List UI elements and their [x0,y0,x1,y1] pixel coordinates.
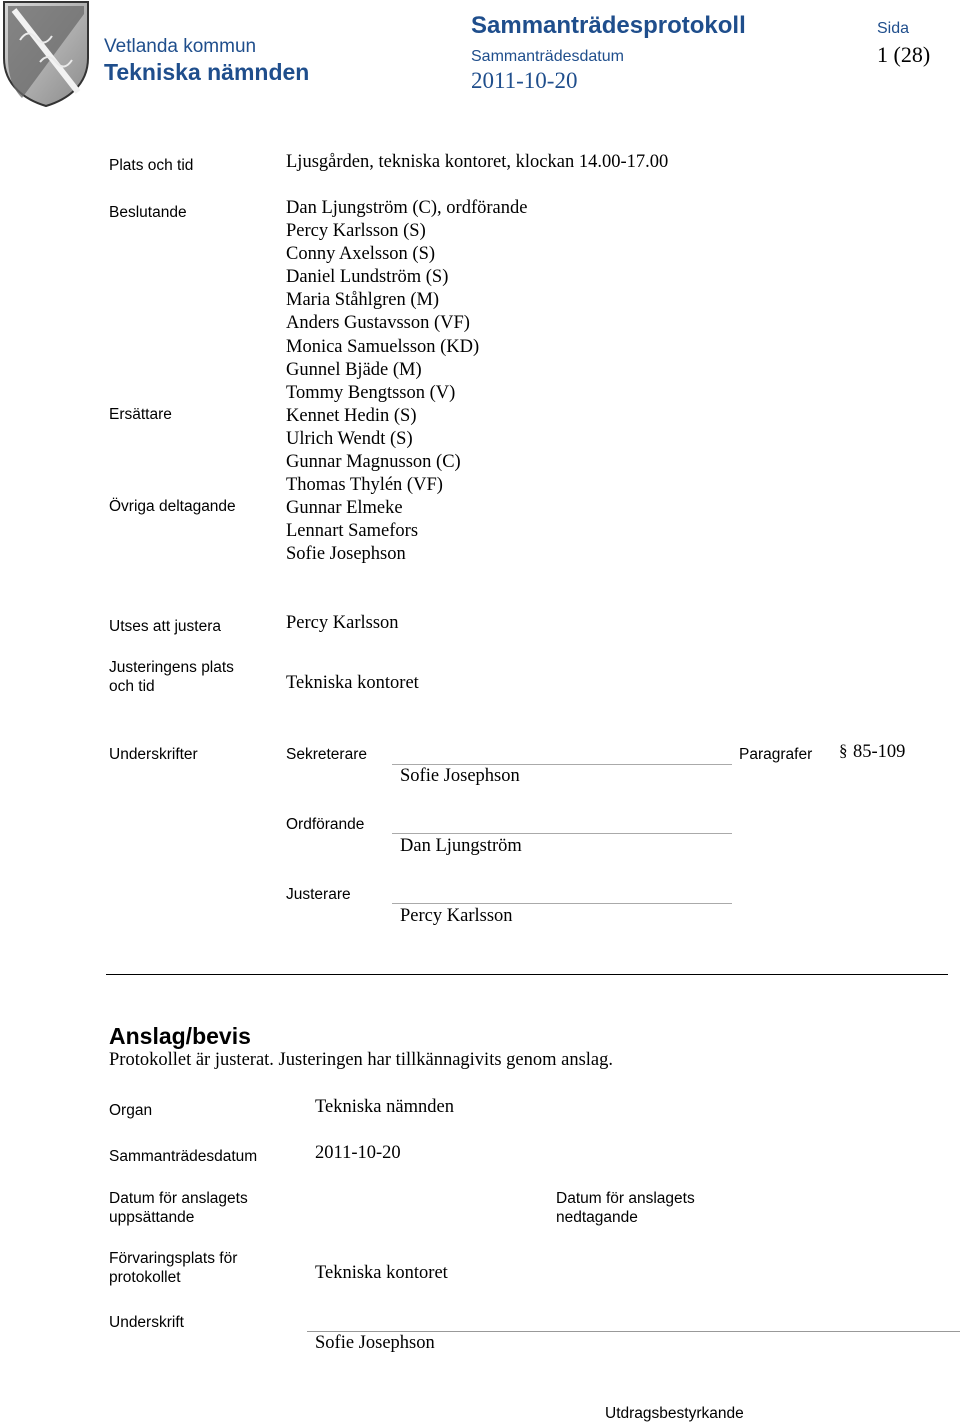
participant-name: Gunnar Elmeke [286,498,403,519]
page-number: 1 (28) [877,42,931,67]
participant-name: Ulrich Wendt (S) [286,428,413,449]
secretary-label: Sekreterare [286,746,367,763]
organization-name: Vetlanda kommun [104,36,257,57]
deciding-label: Beslutande [109,204,187,221]
substitutes-label: Ersättare [109,406,172,423]
participant-name: Maria Ståhlgren (M) [286,290,440,311]
participant-name: Sofie Josephson [286,544,406,565]
organ-label: Organ [109,1102,153,1119]
adjust-place-label-line2: och tid [109,678,155,695]
meeting-date: 2011-10-20 [471,68,578,93]
participant-name: Percy Karlsson (S) [286,221,426,242]
meeting-date-label: Sammanträdesdatum [471,48,624,65]
place-time-value: Ljusgården, tekniska kontoret, klockan 14.00-17.00 [286,152,669,172]
posted-date-label-line2: uppsättande [109,1209,195,1226]
appointed-adjuster-label: Utses att justera [109,618,221,635]
document-title: Sammanträdesprotokoll [471,12,746,39]
paragraphs-range: 85-109 [853,742,906,762]
participant-name: Monica Samuelsson (KD) [286,336,480,357]
anslag-text: Protokollet är justerat. Justeringen har tillkännagivits genom anslag. [109,1050,614,1070]
adjust-place-value: Tekniska kontoret [286,673,419,693]
section-divider [106,974,948,975]
anslag-signature-name: Sofie Josephson [315,1333,435,1353]
posted-date-label-line1: Datum för anslagets [109,1190,248,1207]
participants-list [286,197,527,567]
anslag-title: Anslag/bevis [109,1023,251,1049]
secretary-name: Sofie Josephson [400,766,520,786]
anslag-date-value: 2011-10-20 [315,1143,401,1163]
anslag-signature-line [307,1331,960,1332]
storage-label [109,1249,237,1287]
chair-name: Dan Ljungström [400,836,522,856]
removed-date-label-line1: Datum för anslagets [556,1190,695,1207]
signatures-label: Underskrifter [109,746,198,763]
adjuster-signature-line [392,903,732,904]
participant-name: Thomas Thylén (VF) [286,475,443,496]
chair-label: Ordförande [286,816,365,833]
others-label: Övriga deltagande [109,498,236,515]
extract-certification-label: Utdragsbestyrkande [605,1405,744,1422]
paragraphs-label: Paragrafer [739,746,813,763]
adjuster-label: Justerare [286,886,351,903]
page-label: Sida [877,20,910,37]
storage-value: Tekniska kontoret [315,1263,448,1283]
adjust-place-label [109,658,234,696]
adjuster-name: Percy Karlsson [400,906,513,926]
participant-name: Anders Gustavsson (VF) [286,313,470,334]
anslag-date-label: Sammanträdesdatum [109,1148,258,1165]
participant-name: Gunnel Bjäde (M) [286,359,422,380]
participant-name: Daniel Lundström (S) [286,267,449,288]
municipality-crest-logo [0,0,96,112]
participant-name: Tommy Bengtsson (V) [286,382,456,403]
participant-name: Dan Ljungström (C), ordförande [286,198,528,218]
department-name: Tekniska nämnden [104,59,310,85]
participant-name: Conny Axelsson (S) [286,244,436,265]
participant-name: Gunnar Magnusson (C) [286,452,461,473]
chair-signature-line [392,833,732,834]
secretary-signature-line [392,764,732,765]
paragraph-sign: § [839,741,848,760]
adjust-place-label-line1: Justeringens plats [109,659,234,676]
participant-name: Lennart Samefors [286,521,419,542]
appointed-adjuster-value: Percy Karlsson [286,613,399,633]
participant-name: Kennet Hedin (S) [286,405,417,426]
removed-date-label-line2: nedtagande [556,1209,638,1226]
storage-label-line1: Förvaringsplats för [109,1250,238,1267]
place-time-label: Plats och tid [109,157,194,174]
storage-label-line2: protokollet [109,1269,181,1286]
posted-date-label [109,1189,248,1227]
signature-label: Underskrift [109,1314,184,1331]
organ-value: Tekniska nämnden [315,1097,454,1117]
removed-date-label [556,1189,695,1227]
